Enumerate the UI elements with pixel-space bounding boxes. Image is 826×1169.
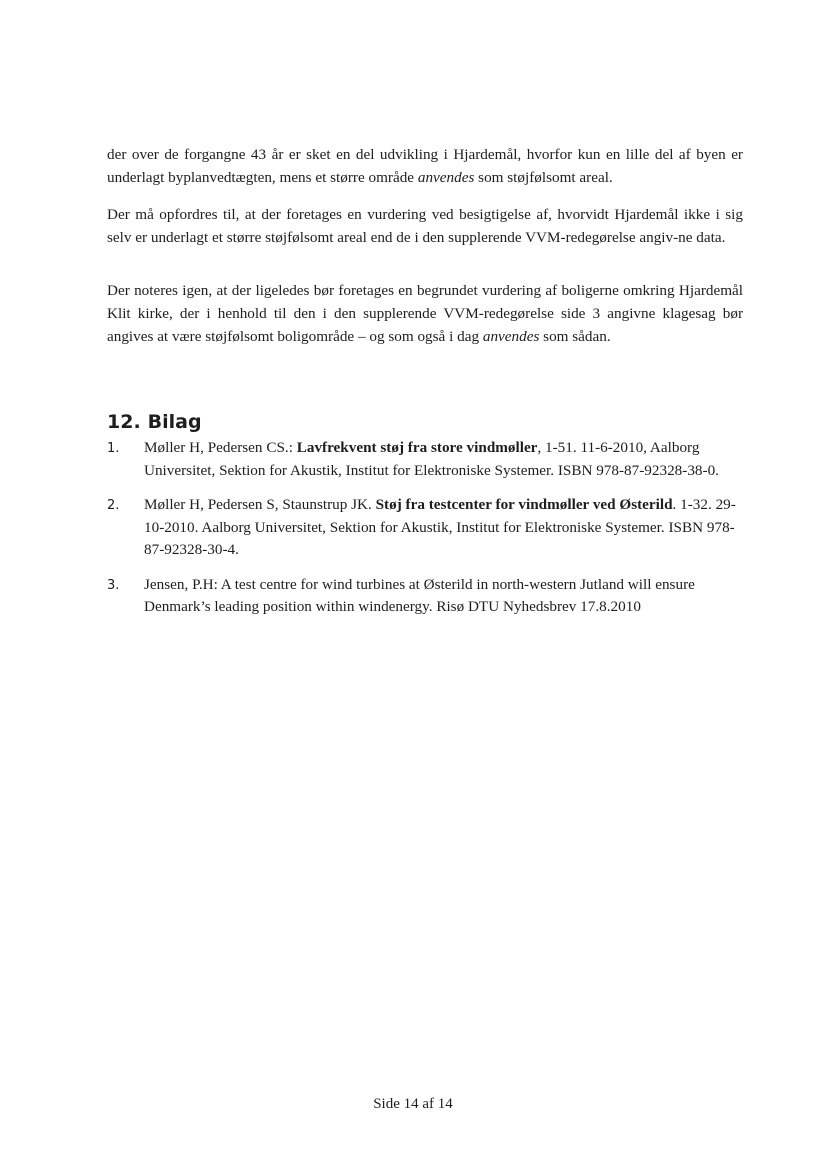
reference-title: Lavfrekvent støj fra store vindmøller	[296, 439, 538, 456]
paragraph-text: Der noteres igen, at der ligeledes bør foretages en begrundet vurdering af boligerne omkring Hjardemål Klit kirke, der i henhold til den i den supplerende VVM-redegørelse side 3 angivne klagesag bør angives at være støjfølsomt boligområde – og som også i dag	[107, 282, 743, 345]
paragraph-text: der over de forgangne 43 år er sket en del udvikling i Hjardemål, hvorfor kun en lille del af byen er underlagt byplanvedtægten, mens et større område	[107, 146, 743, 186]
paragraph-text: som sådan.	[539, 328, 611, 345]
page-footer	[0, 1096, 826, 1113]
reference-title: Støj fra testcenter for vindmøller ved Østerild	[375, 496, 673, 513]
reference-item	[107, 574, 743, 619]
reference-item	[107, 437, 743, 482]
page-number: Side 14 af 14	[373, 1096, 453, 1112]
paragraph-2	[107, 203, 743, 249]
reference-item	[107, 494, 743, 562]
reference-text: Møller H, Pedersen S, Staunstrup JK.	[144, 496, 376, 513]
section-number: 12.	[107, 411, 141, 433]
reference-number: 3.	[107, 577, 120, 593]
paragraph-text: som støjfølsomt areal.	[474, 169, 613, 186]
paragraph-italic-text: anvendes	[417, 169, 475, 186]
reference-text: , 1-51. 11-6-2010, Aalborg Universitet, Sektion for Akustik, Institut for Elektroniske Systemer. ISBN 978-87-92328-38-0.	[144, 439, 719, 479]
reference-text: . 1-32. 29-10-2010. Aalborg Universitet, Sektion for Akustik, Institut for Elektroniske Systemer. ISBN 978-87-92328-30-4.	[144, 496, 736, 558]
paragraph-text: Der må opfordres til, at der foretages en vurdering ved besigtigelse af, hvorvidt Hjardemål ikke i sig selv er underlagt et større støjfølsomt areal end de i den supplerende VVM-redegørelse angiv-ne data.	[107, 206, 743, 246]
paragraph-3	[107, 279, 743, 348]
section-heading	[107, 408, 202, 436]
section-title: Bilag	[147, 411, 202, 433]
paragraph-italic-text: anvendes	[482, 328, 540, 345]
paragraph-1	[107, 143, 743, 189]
reference-text: Møller H, Pedersen CS.:	[144, 439, 297, 456]
reference-number: 2.	[107, 498, 120, 513]
reference-text: Jensen, P.H: A test centre for wind turbines at Østerild in north-western Jutland will ensure Denmark’s leading position within windenergy. Risø DTU Nyhedsbrev 17.8.2010	[144, 575, 695, 615]
reference-list	[107, 437, 743, 631]
reference-number: 1.	[107, 441, 120, 456]
